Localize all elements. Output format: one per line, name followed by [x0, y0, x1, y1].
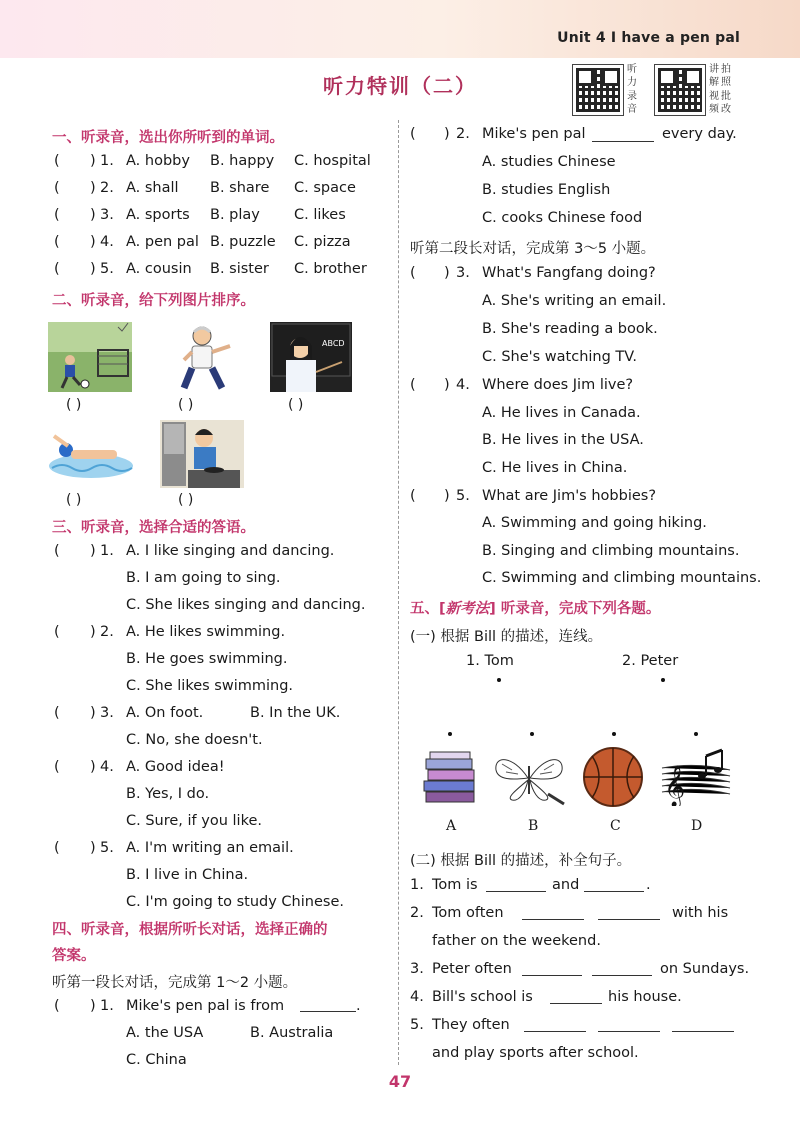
option-letter-d: D [691, 818, 703, 834]
answer-blank[interactable] [598, 906, 660, 920]
picture-1-answer-paren[interactable]: ( ) [66, 397, 82, 413]
answer-blank[interactable] [672, 1018, 734, 1032]
unit-title: Unit 4 I have a pen pal [557, 30, 740, 46]
answer-blank[interactable] [598, 1018, 660, 1032]
qr-code-video[interactable] [654, 64, 706, 116]
header-band [0, 0, 800, 58]
section-5-part-2: (二) 根据 Bill 的描述，补全句子。 [410, 853, 632, 869]
answer-blank[interactable] [592, 962, 652, 976]
qr-label-listening: 听 力 录 音 [627, 64, 637, 115]
picture-2-answer-paren[interactable]: ( ) [178, 397, 194, 413]
section-1-title: 一、听录音，选出你所听到的单词。 [52, 130, 284, 146]
option-letter-c: C [610, 818, 621, 834]
butterfly-icon [492, 750, 568, 806]
section-4-part-2: 听第二段长对话，完成第 3～5 小题。 [410, 241, 656, 257]
picture-teacher [270, 322, 352, 392]
section-5-title: 五、[新考法] 听录音，完成下列各题。 [410, 601, 661, 617]
picture-swimmer [46, 428, 136, 483]
qr-pattern-icon [576, 68, 620, 112]
answer-blank[interactable] [522, 962, 582, 976]
match-name-peter: 2. Peter [622, 653, 679, 669]
option-letter-a: A [446, 818, 457, 834]
match-name-tom: 1. Tom [466, 653, 514, 669]
page-title: 听力特训（二） [323, 74, 477, 98]
worksheet-page: Unit 4 I have a pen pal 听力特训（二） 听 力 录 音 讲 拍 解 照 视 批 频 改 一、听录音，选出你所听到的单词。 ( ) 1. A. hobby B. happy C. hospital ( ) 2. A. shall B. share C. space ( ) 3. A. sports B. play C. likes ( ) 4. A. pen pal B. puzzle C. pizza ( ) 5. A. cousin B. sister C. brother 二、听录音，给下列图片排序。 ABCD ( ) ( ) ( ) ( ) ( ) 三、听录音，选择合适的答语。 ( ) 1. A. I like singing and dancing. B. I am going to sing. C. She likes singing and dancing. ( ) 2. A. He likes swimming. B. He goes swimming. C. She likes swimming. ( ) 3. A. On foot. B. In the UK. C. No, she doesn't. ( ) 4. A. Good idea! B. Yes, I do. C. Sure, if you like. ( ) 5. A. I'm writing an email. B. I live in China. C. I'm going to study Chinese. 四、听录音，根据所听长对话，选择正确的 答案。 听第一段长对话，完成第 1～2 小题。 ( ) 1. Mike's pen pal is from . A. the USA B. Australia C. China ( ) 2. Mike's pen pal every day. A. studies Chinese B. studies English C. cooks Chinese food 听第二段长对话，完成第 3～5 小题。 ( ) 3. What's Fangfang doing? A. She's writing an email. B. She's reading a book. C. She's watching TV. ( ) 4. Where does Jim live? A. He lives in Canada. B. He lives in the USA. C. He lives in China. ( ) 5. What are Jim's hobbies? A. Swimming and going hiking. B. Singing and climbing mountains. C. Swimming and climbing mountains. 五、[新考法] 听录音，完成下列各题。 (一) 根据 Bill 的描述，连线。 1. Tom 2. Peter 𝄞 A B C D (二) 根据 Bill 的描述，补全句子。 1. Tom is and . 2. Tom often with his father on the weekend. 3. Peter often on Sundays. 4. Bill's school is his house. 5. They often and play sports after school. 47 [0, 0, 800, 1130]
picture-5-answer-paren[interactable]: ( ) [178, 492, 194, 508]
answer-blank[interactable] [592, 128, 654, 142]
section-2-title: 二、听录音，给下列图片排序。 [52, 293, 255, 309]
section-5-part-1: (一) 根据 Bill 的描述，连线。 [410, 629, 603, 645]
match-dot-d[interactable] [694, 732, 698, 736]
answer-blank[interactable] [584, 878, 644, 892]
match-dot-b[interactable] [530, 732, 534, 736]
qr-code-listening[interactable] [572, 64, 624, 116]
answer-blank[interactable] [524, 1018, 586, 1032]
section-3-title: 三、听录音，选择合适的答语。 [52, 520, 255, 536]
svg-text:𝄞: 𝄞 [664, 766, 686, 806]
match-dot-peter[interactable] [661, 678, 665, 682]
picture-3-answer-paren[interactable]: ( ) [288, 397, 304, 413]
answer-blank[interactable] [486, 878, 546, 892]
basketball-icon [580, 746, 646, 808]
picture-4-answer-paren[interactable]: ( ) [66, 492, 82, 508]
answer-blank[interactable] [550, 990, 602, 1004]
picture-soccer [48, 322, 132, 392]
picture-grandpa [178, 324, 234, 392]
option-letter-b: B [528, 818, 539, 834]
page-number: 47 [388, 1072, 412, 1091]
match-dot-a[interactable] [448, 732, 452, 736]
answer-blank[interactable] [522, 906, 584, 920]
column-divider [398, 120, 399, 1065]
picture-cooking [160, 420, 244, 488]
svg-text:ABCD: ABCD [322, 339, 345, 348]
section-4-title-cont: 答案。 [52, 948, 96, 964]
section-4-part-1: 听第一段长对话，完成第 1～2 小题。 [52, 975, 298, 991]
match-dot-tom[interactable] [497, 678, 501, 682]
match-dot-c[interactable] [612, 732, 616, 736]
answer-blank[interactable] [300, 998, 356, 1012]
qr-pattern-icon [658, 68, 702, 112]
qr-label-video: 讲 拍 解 照 视 批 频 改 [709, 64, 731, 115]
section-4-title: 四、听录音，根据所听长对话，选择正确的 [52, 922, 328, 938]
books-icon [420, 748, 480, 808]
music-notes-icon [660, 746, 732, 806]
